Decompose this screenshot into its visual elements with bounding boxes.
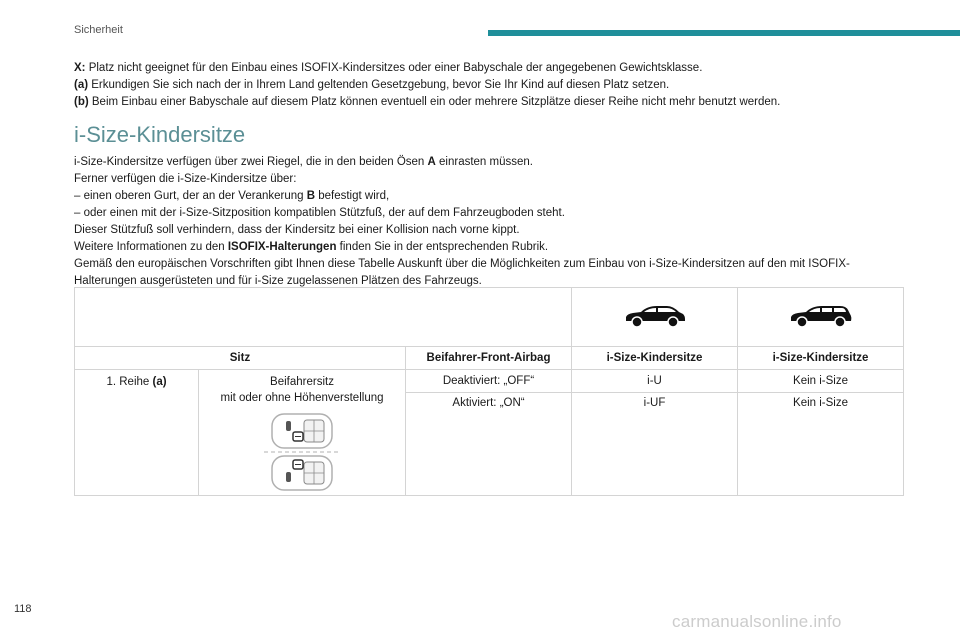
note-a: (a) Erkundigen Sie sich nach der in Ihrem Land geltenden Gesetzgebung, bevor Sie Ihr Kind auf diesen Platz setzen.	[74, 79, 670, 91]
car-icon-cell	[738, 288, 904, 347]
car-icon-cell	[572, 288, 738, 347]
body-line: Dieser Stützfuß soll verhindern, dass der Kindersitz bei einer Kollision nach vorne kippt.	[74, 224, 520, 236]
estate-car-icon	[788, 304, 854, 328]
body-line: Weitere Informationen zu den ISOFIX-Halterungen finden Sie in der entsprechenden Rubrik.	[74, 241, 549, 253]
table-row	[75, 370, 904, 393]
header-seat: Sitz	[75, 347, 406, 370]
note-x: X: Platz nicht geeignet für den Einbau eines ISOFIX-Kindersitzes oder einer Babyschale der angegebenen Gewichtsklasse.	[74, 62, 703, 74]
isize-table	[74, 287, 904, 496]
airbag-off-cell: Deaktiviert: „OFF“	[406, 370, 572, 393]
suv-car-icon	[623, 304, 687, 328]
airbag-on-cell: Aktiviert: „ON“	[406, 393, 572, 496]
row-label-cell: 1. Reihe (a)	[75, 370, 199, 496]
header-airbag: Beifahrer-Front-Airbag	[406, 347, 572, 370]
body-line: – oder einen mit der i-Size-Sitzposition kompatiblen Stützfuß, der auf dem Fahrzeugboden steht.	[74, 207, 565, 219]
body-line: i-Size-Kindersitze verfügen über zwei Riegel, die in den beiden Ösen A einrasten müssen.	[74, 156, 533, 168]
section-label: Sicherheit	[74, 24, 123, 36]
page-number: 118	[14, 603, 32, 615]
table-icon-row	[75, 288, 904, 347]
seat-layout-icon	[262, 412, 342, 492]
header-isize-2: i-Size-Kindersitze	[738, 347, 904, 370]
note-b: (b) Beim Einbau einer Babyschale auf diesem Platz können eventuell ein oder mehrere Sitzplätze dieser Reihe nicht mehr benutzt werden.	[74, 96, 781, 108]
body-line: – einen oberen Gurt, der an der Verankerung B befestigt wird,	[74, 190, 390, 202]
seat-description-cell: Beifahrersitz mit oder ohne Höhenverstellung	[199, 370, 406, 496]
isize-value-cell: i-U	[572, 370, 738, 393]
section-heading: i-Size-Kindersitze	[74, 122, 246, 147]
body-line: Gemäß den europäischen Vorschriften gibt Ihnen diese Tabelle Auskunft über die Möglichkeiten zum Einbau von i-Size-Kindersitzen auf den mit ISOFIX-	[74, 258, 850, 270]
header-accent-bar	[488, 30, 960, 36]
header-isize-1: i-Size-Kindersitze	[572, 347, 738, 370]
body-line: Ferner verfügen die i-Size-Kindersitze über:	[74, 173, 297, 185]
watermark: carmanualsonline.info	[672, 612, 842, 631]
isize-value-cell: i-UF	[572, 393, 738, 496]
table-header-row	[75, 347, 904, 370]
body-text	[74, 154, 894, 290]
isize-value-cell: Kein i-Size	[738, 393, 904, 496]
isize-value-cell: Kein i-Size	[738, 370, 904, 393]
body-line: Halterungen ausgerüsteten und für i-Size zugelassenen Plätzen des Fahrzeugs.	[74, 275, 482, 287]
footnotes	[74, 60, 904, 111]
